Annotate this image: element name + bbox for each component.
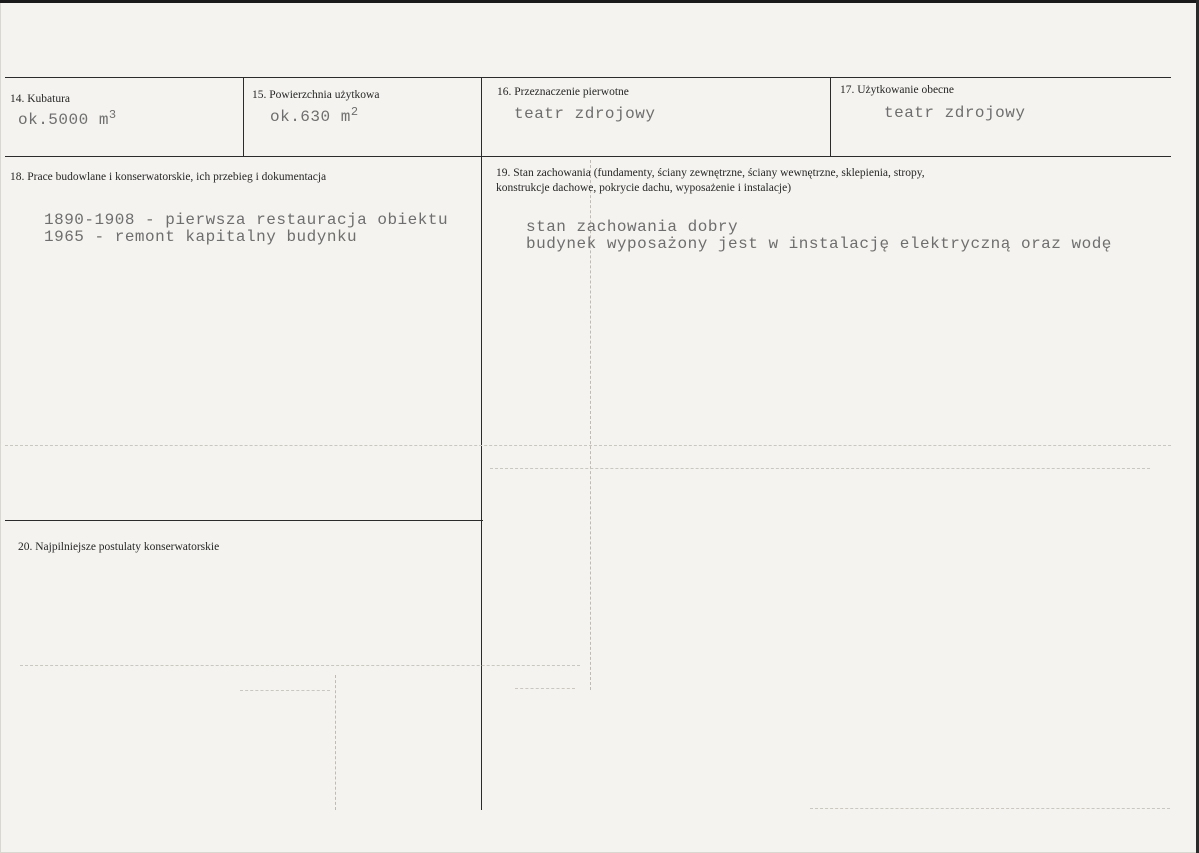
field-15-text: ok.630 m [270, 108, 351, 126]
bleed-rule [240, 690, 330, 691]
bleed-rule [490, 468, 1150, 469]
field-19-line-1: stan zachowania dobry [526, 218, 739, 236]
bleed-rule [810, 808, 1170, 809]
divider-15-16 [481, 78, 482, 810]
field-18-line-2: 1965 - remont kapitalny budynku [44, 228, 358, 246]
field-15-value [270, 105, 359, 126]
row1-bottom-rule [5, 156, 1171, 157]
bleed-rule [515, 688, 575, 689]
field-19-label-line-1: 19. Stan zachowania (fundamenty, ściany zewnętrzne, ściany wewnętrzne, sklepienia, stropy, [496, 167, 925, 179]
field-18-line-1: 1890-1908 - pierwsza restauracja obiektu [44, 211, 449, 229]
field-18-text [44, 212, 448, 246]
field-14-text: ok.5000 m [18, 111, 109, 129]
field-20-label: 20. Najpilniejsze postulaty konserwatorskie [18, 541, 220, 553]
field-15-unit-exponent: 2 [350, 105, 359, 119]
field-14-label: 14. Kubatura [10, 93, 71, 105]
field-16-label: 16. Przeznaczenie pierwotne [497, 86, 629, 98]
field-16-value: teatr zdrojowy [514, 105, 656, 123]
bleed-rule [5, 445, 1171, 446]
card-top-edge [0, 0, 1199, 3]
field-19-line-2: budynek wyposażony jest w instalację elektryczną oraz wodę [526, 235, 1112, 253]
field-19-text [526, 219, 1112, 253]
field-15-label: 15. Powierzchnia użytkowa [252, 89, 380, 101]
field-14-unit-exponent: 3 [108, 108, 117, 122]
field-17-label: 17. Użytkowanie obecne [840, 84, 955, 96]
divider-14-15 [243, 78, 244, 156]
top-rule [5, 77, 1171, 78]
section18-bottom-rule [5, 520, 483, 521]
bleed-rule [335, 675, 336, 810]
divider-16-17 [830, 78, 831, 156]
field-14-value [18, 108, 117, 129]
field-19-label-line-2: konstrukcje dachowe, pokrycie dachu, wyposażenie i instalacje) [496, 182, 792, 194]
bleed-rule [20, 665, 580, 666]
field-18-label: 18. Prace budowlane i konserwatorskie, ich przebieg i dokumentacja [10, 171, 327, 183]
field-17-value: teatr zdrojowy [884, 104, 1026, 122]
